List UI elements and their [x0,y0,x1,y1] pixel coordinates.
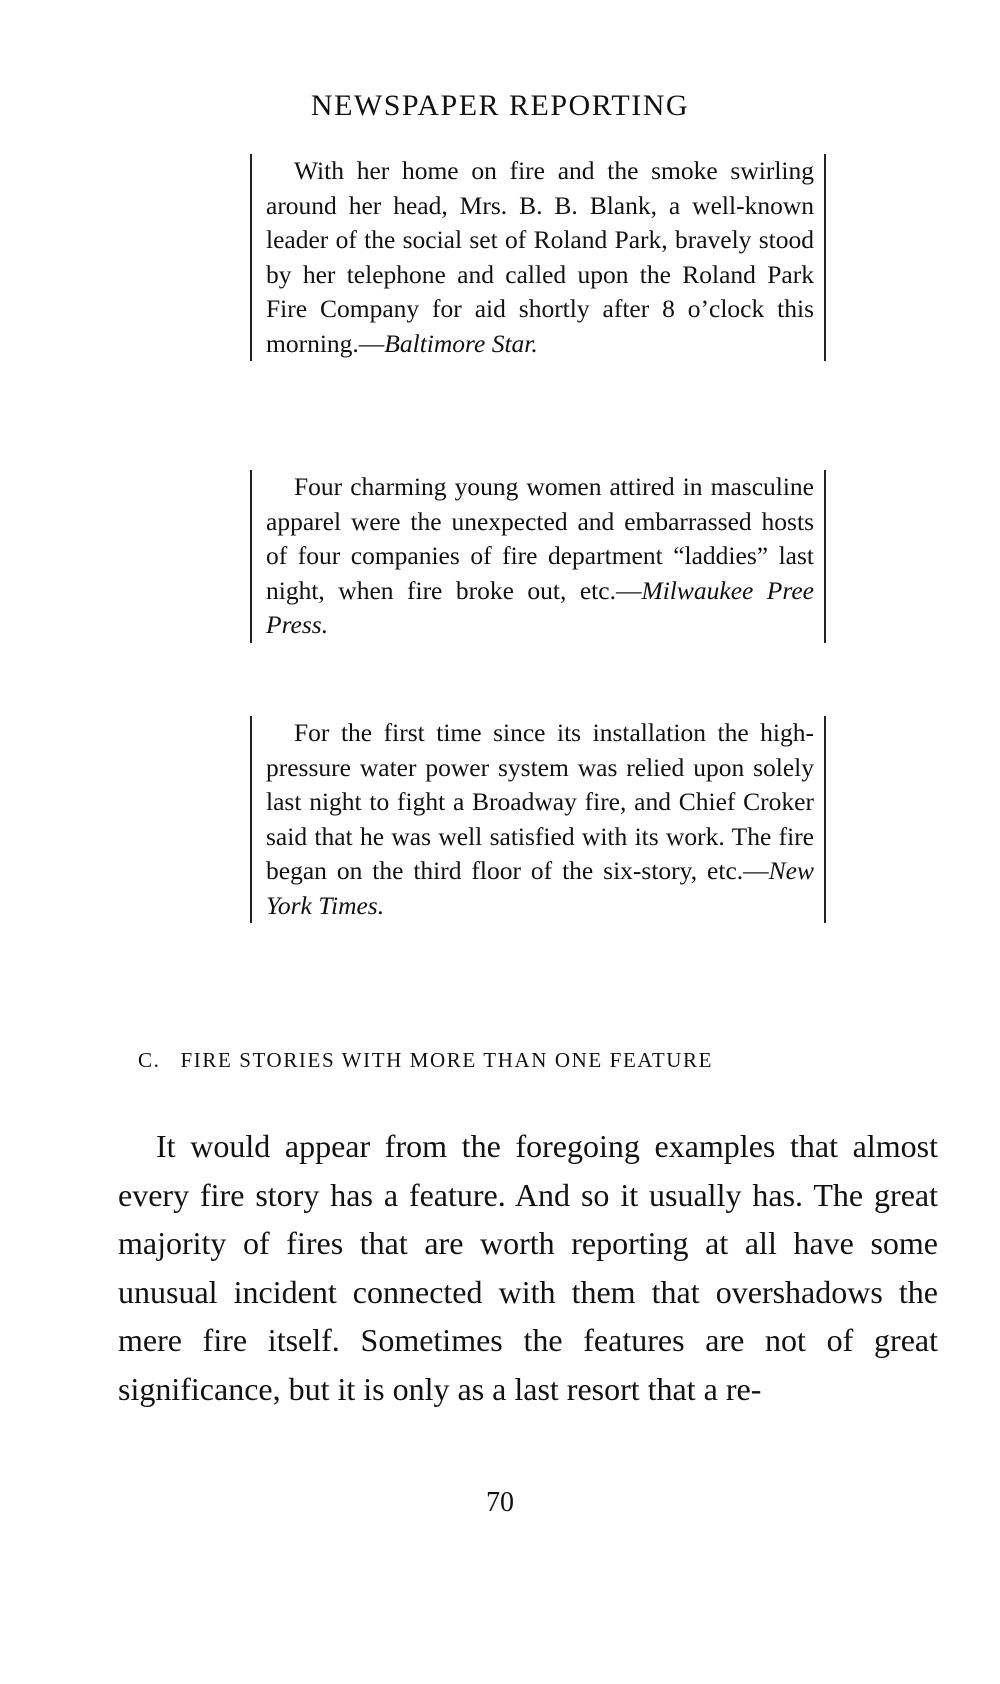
page-number: 70 [486,1487,514,1518]
section-letter: C. [138,1048,161,1072]
clipping-paragraph [266,716,814,923]
clipping-text: Four charming young women attired in masculine apparel were the unexpected and embarrassed hosts of four companies of fire department “laddies” last night, when fire broke out, etc.— [266,472,814,605]
clipping-source: New York Times. [266,856,814,920]
running-head: NEWSPAPER REPORTING [310,89,690,122]
clipping-paragraph [266,470,814,643]
clipping-text: For the first time since its installation the high-pressure water power system was relied upon solely last night to fight a Broadway fire, and Chief Croker said that he was well satisfied with its work. The fire began on the third floor of the six-story, etc.— [266,718,814,885]
news-clipping-baltimore [250,154,826,361]
news-clipping-new-york [250,716,826,923]
clipping-paragraph [266,154,814,361]
section-heading [138,1046,938,1074]
body-paragraph: It would appear from the foregoing examples that almost every fire story has a feature. And so it usually has. The great majority of fires that are worth reporting at all have some unusual incident connected with them that overshadows the mere fire itself. Sometimes the features are not of great significance, but it is only as a last resort that a re- [118,1128,938,1407]
section-title: FIRE STORIES WITH MORE THAN ONE FEATURE [180,1048,714,1072]
clipping-source: Milwaukee Pree Press. [266,575,814,639]
clipping-text: With her home on fire and the smoke swirling around her head, Mrs. B. B. Blank, a well-known leader of the social set of Roland Park, bravely stood by her telephone and called upon the Roland Park Fire Company for aid shortly after 8 o’clock this morning.— [266,156,814,358]
news-clipping-milwaukee [250,470,826,643]
clipping-source: Baltimore Star. [384,328,538,358]
